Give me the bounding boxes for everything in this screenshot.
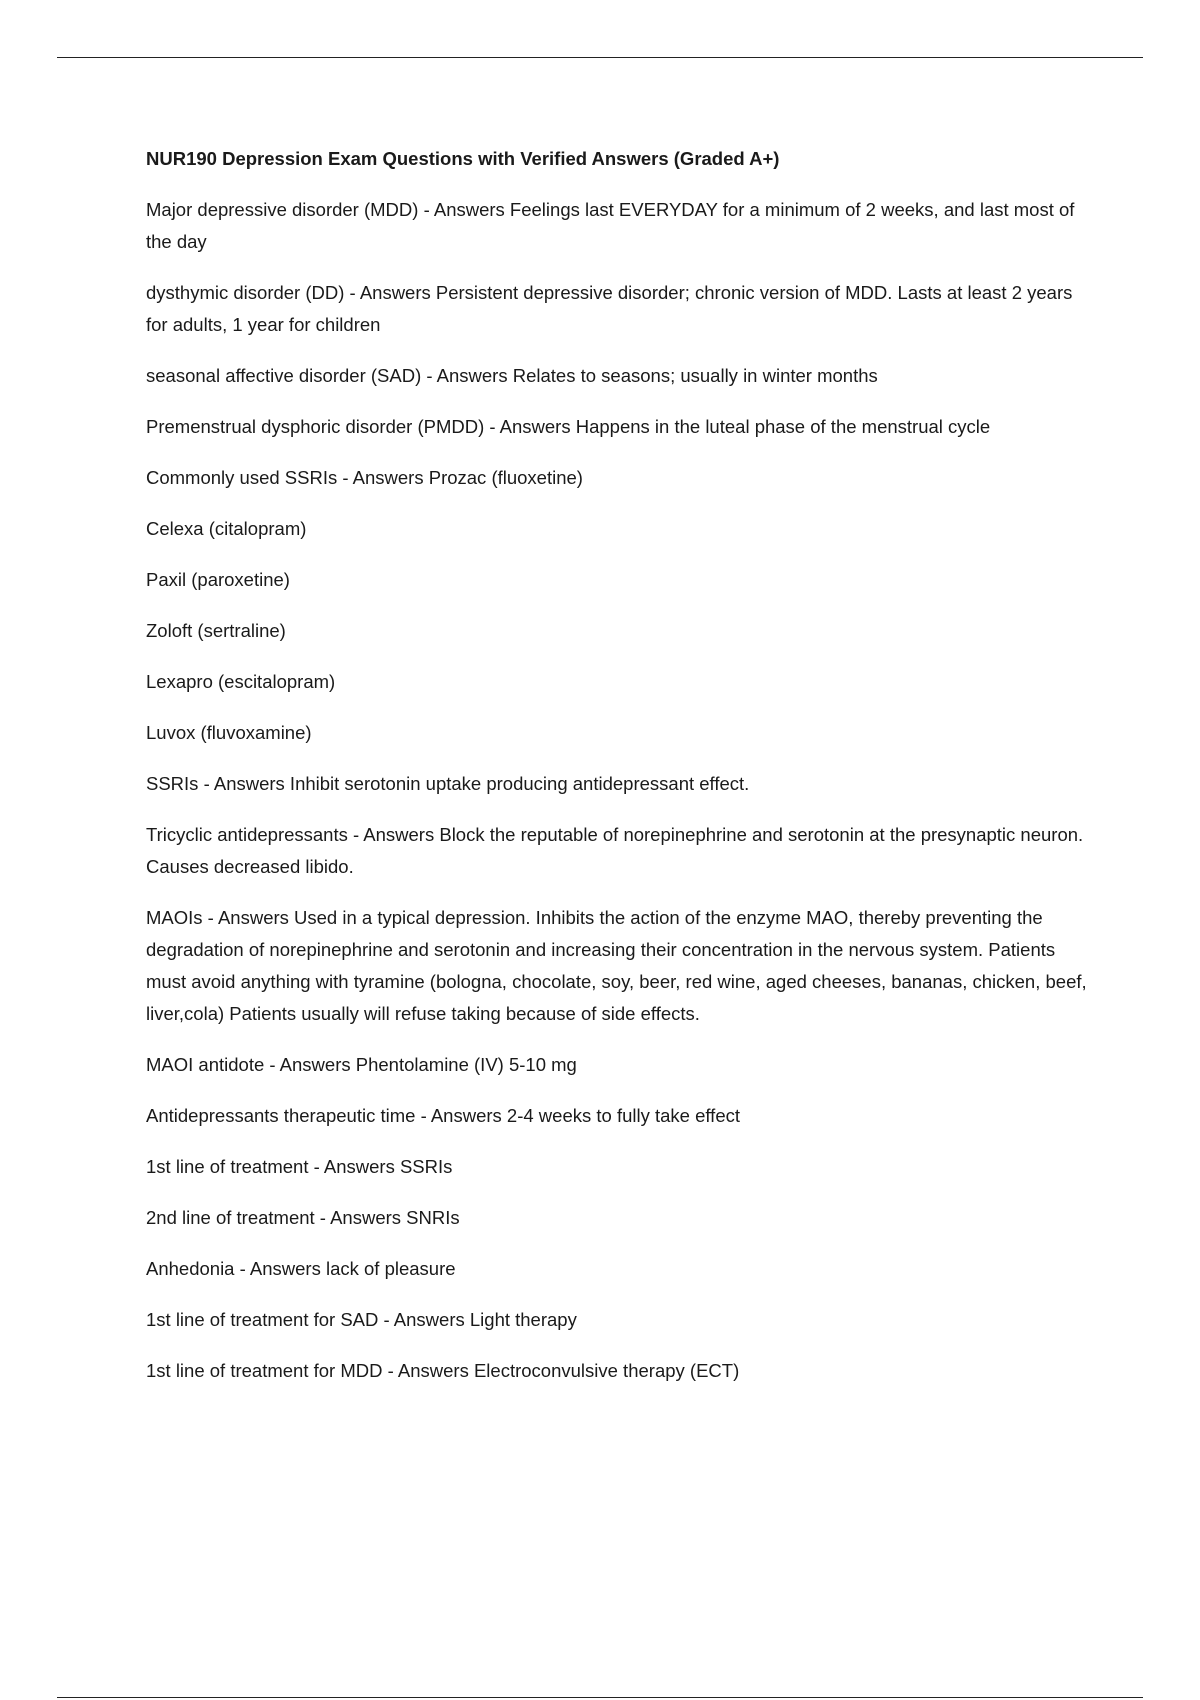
qa-entry: seasonal affective disorder (SAD) - Answers Relates to seasons; usually in winter months (146, 365, 878, 386)
qa-entry: MAOI antidote - Answers Phentolamine (IV) 5-10 mg (146, 1054, 577, 1075)
qa-entry: Anhedonia - Answers lack of pleasure (146, 1258, 456, 1279)
qa-entry: MAOIs - Answers Used in a typical depression. Inhibits the action of the enzyme MAO, thereby preventing the degradation of norepinephrine and serotonin and increasing their concentration in the nervous system. Patients must avoid anything with tyramine (bologna, chocolate, soy, beer, red wine, aged cheeses, bananas, chicken, beef, liver,cola) Patients usually will refuse taking because of side effects. (146, 907, 1087, 1024)
qa-entry: SSRIs - Answers Inhibit serotonin uptake producing antidepressant effect. (146, 773, 750, 794)
qa-entry: 1st line of treatment for MDD - Answers Electroconvulsive therapy (ECT) (146, 1360, 740, 1381)
document-body (146, 144, 1090, 1406)
qa-entry: Tricyclic antidepressants - Answers Block the reputable of norepinephrine and serotonin at the presynaptic neuron. Causes decreased libido. (146, 824, 1084, 877)
header-rule (57, 57, 1143, 58)
qa-entry: Luvox (fluvoxamine) (146, 722, 312, 743)
qa-entry: Antidepressants therapeutic time - Answers 2-4 weeks to fully take effect (146, 1105, 741, 1126)
qa-entry: 1st line of treatment - Answers SSRIs (146, 1156, 453, 1177)
qa-entry: Celexa (citalopram) (146, 518, 307, 539)
qa-entry: dysthymic disorder (DD) - Answers Persistent depressive disorder; chronic version of MDD. Lasts at least 2 years for adults, 1 year for children (146, 282, 1073, 335)
qa-entry: Premenstrual dysphoric disorder (PMDD) - Answers Happens in the luteal phase of the menstrual cycle (146, 416, 991, 437)
qa-entry: Zoloft (sertraline) (146, 620, 286, 641)
qa-entry: Paxil (paroxetine) (146, 569, 290, 590)
qa-entry: Lexapro (escitalopram) (146, 671, 336, 692)
document-title: NUR190 Depression Exam Questions with Verified Answers (Graded A+) (146, 148, 780, 169)
qa-entry: 2nd line of treatment - Answers SNRIs (146, 1207, 460, 1228)
qa-entry: Commonly used SSRIs - Answers Prozac (fluoxetine) (146, 467, 583, 488)
qa-entry: 1st line of treatment for SAD - Answers Light therapy (146, 1309, 577, 1330)
footer-rule (57, 1697, 1143, 1698)
qa-entry: Major depressive disorder (MDD) - Answers Feelings last EVERYDAY for a minimum of 2 weeks, and last most of the day (146, 199, 1075, 252)
